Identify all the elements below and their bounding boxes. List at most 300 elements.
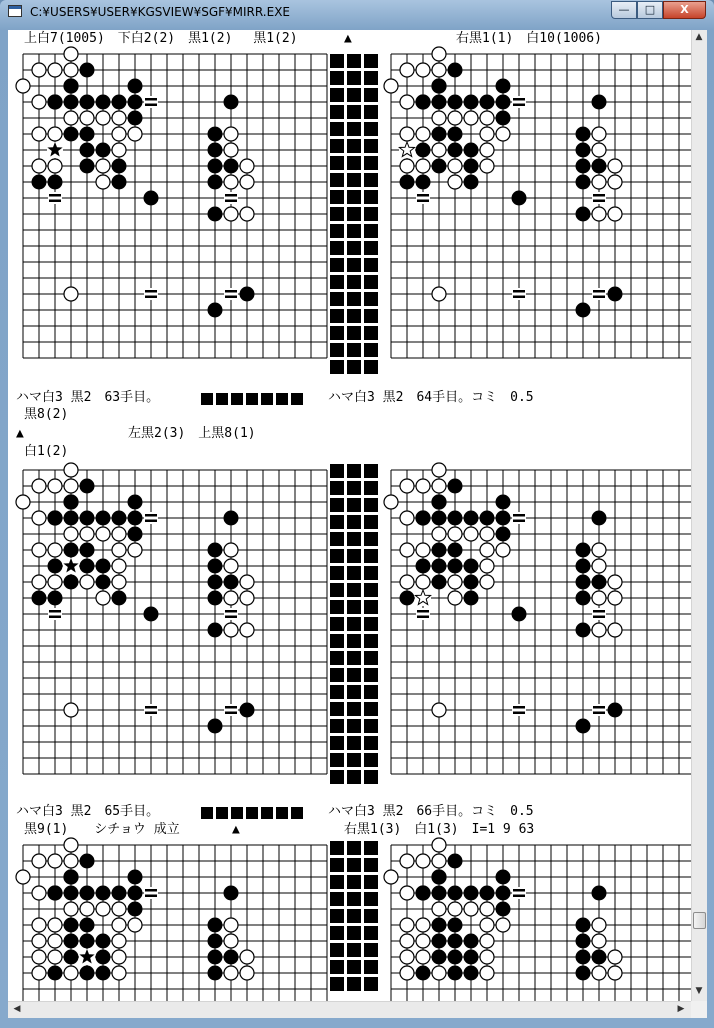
black-stone xyxy=(576,719,590,733)
white-stone xyxy=(32,127,46,141)
separator-block xyxy=(364,309,378,323)
black-stone xyxy=(128,902,142,916)
white-stone xyxy=(400,159,414,173)
separator-block xyxy=(364,207,378,221)
white-stone xyxy=(80,575,94,589)
black-stone xyxy=(80,559,94,573)
footer-block xyxy=(276,393,288,405)
equal-mark-bar xyxy=(513,290,525,293)
equal-mark-bar xyxy=(145,706,157,709)
black-stone xyxy=(464,886,478,900)
black-stone xyxy=(576,591,590,605)
console-output xyxy=(8,30,699,1001)
white-stone xyxy=(16,79,30,93)
separator-block xyxy=(347,909,361,923)
separator-block xyxy=(364,292,378,306)
equal-mark-bar xyxy=(593,616,605,619)
black-stone xyxy=(576,918,590,932)
separator-block xyxy=(330,977,344,991)
info-line-3: 白1(2) xyxy=(24,444,69,459)
footer-block xyxy=(261,807,273,819)
white-stone xyxy=(400,479,414,493)
equal-mark-bar xyxy=(145,520,157,523)
white-stone xyxy=(416,543,430,557)
separator-block xyxy=(347,309,361,323)
separator-block xyxy=(347,292,361,306)
separator-block xyxy=(330,583,344,597)
white-stone xyxy=(480,127,494,141)
separator-block xyxy=(347,858,361,872)
separator-block xyxy=(330,224,344,238)
white-stone xyxy=(400,575,414,589)
black-stone xyxy=(464,143,478,157)
separator-block xyxy=(330,139,344,153)
separator-block xyxy=(347,926,361,940)
vertical-scroll-thumb[interactable] xyxy=(693,912,706,929)
black-stone xyxy=(240,703,254,717)
equal-mark-bar xyxy=(417,610,429,613)
equal-mark-bar xyxy=(145,290,157,293)
white-stone xyxy=(112,575,126,589)
black-stone xyxy=(32,591,46,605)
separator-block xyxy=(364,360,378,374)
black-stone xyxy=(480,95,494,109)
black-stone xyxy=(208,175,222,189)
white-stone xyxy=(16,495,30,509)
black-stone xyxy=(64,950,78,964)
black-stone xyxy=(96,966,110,980)
white-stone xyxy=(112,966,126,980)
white-stone xyxy=(400,854,414,868)
separator-block xyxy=(364,858,378,872)
white-stone xyxy=(480,111,494,125)
separator-block xyxy=(347,207,361,221)
black-stone xyxy=(48,95,62,109)
equal-mark-bar xyxy=(513,706,525,709)
black-stone xyxy=(48,886,62,900)
separator-block xyxy=(330,173,344,187)
black-stone xyxy=(464,95,478,109)
black-stone xyxy=(80,95,94,109)
black-stone xyxy=(496,870,510,884)
black-stone xyxy=(448,886,462,900)
black-stone xyxy=(80,934,94,948)
white-stone xyxy=(64,838,78,852)
separator-block xyxy=(364,892,378,906)
footer-block xyxy=(291,393,303,405)
separator-block xyxy=(364,71,378,85)
black-stone xyxy=(64,870,78,884)
black-stone xyxy=(96,575,110,589)
vertical-scrollbar[interactable] xyxy=(691,30,707,1001)
black-stone xyxy=(496,511,510,525)
separator-block xyxy=(330,702,344,716)
title-bar[interactable] xyxy=(0,0,714,24)
white-stone xyxy=(480,934,494,948)
black-stone xyxy=(64,543,78,557)
separator-block xyxy=(347,532,361,546)
separator-block xyxy=(330,617,344,631)
white-stone xyxy=(64,966,78,980)
separator-block xyxy=(347,685,361,699)
white-stone xyxy=(64,63,78,77)
black-stone xyxy=(96,559,110,573)
equal-mark-bar xyxy=(145,104,157,107)
white-stone xyxy=(592,934,606,948)
white-stone xyxy=(608,966,622,980)
black-stone xyxy=(448,543,462,557)
scroll-down-arrow-icon[interactable]: ▼ xyxy=(695,986,703,996)
equal-mark-bg xyxy=(592,608,606,620)
black-stone xyxy=(576,575,590,589)
black-stone xyxy=(128,79,142,93)
black-stone xyxy=(416,966,430,980)
white-stone xyxy=(432,47,446,61)
separator-block xyxy=(330,360,344,374)
white-stone xyxy=(400,63,414,77)
separator-block xyxy=(364,549,378,563)
black-stone xyxy=(80,543,94,557)
black-stone xyxy=(80,479,94,493)
minimize-button[interactable]: — xyxy=(611,1,637,19)
equal-mark-bar xyxy=(513,296,525,299)
black-stone xyxy=(576,207,590,221)
separator-block xyxy=(364,909,378,923)
black-stone xyxy=(576,175,590,189)
white-stone xyxy=(112,527,126,541)
white-stone xyxy=(32,543,46,557)
black-stone xyxy=(208,719,222,733)
black-stone xyxy=(80,886,94,900)
separator-block xyxy=(347,139,361,153)
black-stone xyxy=(96,950,110,964)
black-stone xyxy=(128,111,142,125)
separator-block xyxy=(330,498,344,512)
white-stone xyxy=(432,463,446,477)
black-stone xyxy=(208,143,222,157)
black-stone xyxy=(208,127,222,141)
separator-block xyxy=(347,464,361,478)
white-stone xyxy=(480,575,494,589)
separator-block xyxy=(330,326,344,340)
black-stone xyxy=(592,159,606,173)
white-stone xyxy=(400,511,414,525)
separator-block xyxy=(347,600,361,614)
separator-block xyxy=(347,549,361,563)
white-stone xyxy=(448,527,462,541)
separator-block xyxy=(347,481,361,495)
equal-mark-bar xyxy=(513,889,525,892)
close-button[interactable]: X xyxy=(663,1,706,19)
white-stone xyxy=(432,111,446,125)
white-stone xyxy=(128,918,142,932)
black-stone xyxy=(80,63,94,77)
black-stone xyxy=(480,886,494,900)
black-stone xyxy=(64,79,78,93)
header-triangle-marker: ▲ xyxy=(344,31,352,46)
equal-mark-bg xyxy=(144,96,158,108)
black-stone xyxy=(80,511,94,525)
separator-block xyxy=(330,566,344,580)
separator-block xyxy=(330,858,344,872)
separator-block xyxy=(364,770,378,784)
black-stone xyxy=(32,175,46,189)
equal-mark-bar xyxy=(225,290,237,293)
white-stone xyxy=(48,543,62,557)
separator-block xyxy=(347,241,361,255)
white-stone xyxy=(224,207,238,221)
equal-mark-bar xyxy=(513,712,525,715)
white-stone xyxy=(240,950,254,964)
separator-block xyxy=(364,139,378,153)
white-stone xyxy=(432,703,446,717)
white-stone xyxy=(480,143,494,157)
white-stone xyxy=(400,543,414,557)
separator-block xyxy=(347,617,361,631)
white-stone xyxy=(416,934,430,948)
black-stone xyxy=(448,966,462,980)
separator-block xyxy=(330,258,344,272)
white-stone xyxy=(608,207,622,221)
separator-block xyxy=(364,498,378,512)
separator-block xyxy=(364,702,378,716)
black-stone xyxy=(128,511,142,525)
white-stone xyxy=(592,543,606,557)
black-stone xyxy=(464,511,478,525)
equal-mark-bg xyxy=(512,704,526,716)
separator-block xyxy=(347,892,361,906)
black-stone xyxy=(64,127,78,141)
equal-mark-bar xyxy=(225,712,237,715)
white-stone xyxy=(448,159,462,173)
black-stone xyxy=(208,159,222,173)
black-stone xyxy=(496,79,510,93)
separator-block xyxy=(364,651,378,665)
footer-right-text: ハマ白3 黒2 64手目。コミ 0.5 xyxy=(328,390,534,405)
equal-mark-bg xyxy=(416,192,430,204)
separator-block xyxy=(364,122,378,136)
separator-block xyxy=(347,875,361,889)
white-stone xyxy=(48,63,62,77)
black-stone xyxy=(208,950,222,964)
white-stone xyxy=(592,559,606,573)
separator-block xyxy=(347,515,361,529)
white-stone xyxy=(496,918,510,932)
separator-block xyxy=(347,326,361,340)
white-stone xyxy=(112,559,126,573)
white-stone xyxy=(128,543,142,557)
white-stone xyxy=(432,854,446,868)
separator-block xyxy=(347,943,361,957)
black-stone xyxy=(576,934,590,948)
white-stone xyxy=(96,111,110,125)
black-stone xyxy=(208,207,222,221)
white-stone xyxy=(448,175,462,189)
white-stone xyxy=(592,175,606,189)
black-stone xyxy=(464,559,478,573)
white-stone xyxy=(608,950,622,964)
black-stone xyxy=(464,966,478,980)
info-line-1: 黒8(2) xyxy=(24,407,69,422)
white-stone xyxy=(416,63,430,77)
scroll-right-arrow-icon[interactable]: ▶ xyxy=(677,1004,685,1014)
black-stone xyxy=(496,527,510,541)
separator-block xyxy=(330,71,344,85)
black-stone xyxy=(416,143,430,157)
white-stone xyxy=(64,703,78,717)
black-stone xyxy=(576,143,590,157)
black-stone xyxy=(432,511,446,525)
black-stone xyxy=(224,511,238,525)
black-stone xyxy=(208,575,222,589)
black-stone xyxy=(448,559,462,573)
white-stone xyxy=(48,127,62,141)
footer-block xyxy=(216,807,228,819)
black-stone xyxy=(592,950,606,964)
scroll-up-arrow-icon[interactable]: ▲ xyxy=(695,32,703,42)
white-stone xyxy=(224,127,238,141)
white-stone xyxy=(64,287,78,301)
go-board-board-a xyxy=(16,47,327,358)
black-stone xyxy=(576,966,590,980)
equal-mark-bg xyxy=(144,512,158,524)
black-stone xyxy=(80,159,94,173)
equal-mark-bar xyxy=(145,712,157,715)
black-stone xyxy=(448,143,462,157)
separator-block xyxy=(330,275,344,289)
separator-block xyxy=(347,960,361,974)
black-stone xyxy=(208,623,222,637)
white-stone xyxy=(480,902,494,916)
equal-mark-bar xyxy=(513,104,525,107)
white-stone xyxy=(32,854,46,868)
separator-block xyxy=(330,685,344,699)
black-stone xyxy=(432,870,446,884)
separator-block xyxy=(347,634,361,648)
white-stone xyxy=(96,159,110,173)
black-stone xyxy=(464,575,478,589)
maximize-button[interactable]: □ xyxy=(637,1,663,19)
separator-block xyxy=(364,190,378,204)
white-stone xyxy=(96,175,110,189)
white-stone xyxy=(384,870,398,884)
black-stone xyxy=(224,95,238,109)
black-stone xyxy=(608,287,622,301)
equal-mark-bar xyxy=(513,514,525,517)
white-stone xyxy=(432,143,446,157)
equal-mark-bar xyxy=(593,296,605,299)
white-stone xyxy=(32,950,46,964)
separator-block xyxy=(347,498,361,512)
white-stone xyxy=(240,623,254,637)
white-stone xyxy=(496,543,510,557)
white-stone xyxy=(112,543,126,557)
separator-block xyxy=(364,326,378,340)
white-stone xyxy=(432,966,446,980)
equal-mark-bar xyxy=(225,200,237,203)
go-board-board-e xyxy=(16,838,327,1001)
separator-block xyxy=(347,977,361,991)
black-stone xyxy=(496,95,510,109)
footer-block xyxy=(216,393,228,405)
separator-block xyxy=(364,275,378,289)
go-board-board-b xyxy=(384,47,695,358)
white-stone xyxy=(384,495,398,509)
equal-mark-bg xyxy=(144,704,158,716)
separator-block xyxy=(364,464,378,478)
white-stone xyxy=(32,886,46,900)
separator-block xyxy=(347,841,361,855)
white-stone xyxy=(48,159,62,173)
white-stone xyxy=(448,591,462,605)
separator-block xyxy=(330,515,344,529)
black-stone xyxy=(96,934,110,948)
separator-block xyxy=(330,719,344,733)
white-stone xyxy=(432,527,446,541)
white-stone xyxy=(464,111,478,125)
black-stone xyxy=(432,575,446,589)
white-stone xyxy=(224,918,238,932)
white-stone xyxy=(64,854,78,868)
white-stone xyxy=(416,918,430,932)
black-stone xyxy=(48,559,62,573)
separator-block xyxy=(330,190,344,204)
separator-block xyxy=(330,309,344,323)
black-stone xyxy=(224,575,238,589)
separator-block xyxy=(330,156,344,170)
separator-block xyxy=(330,960,344,974)
white-stone xyxy=(592,591,606,605)
black-stone xyxy=(576,303,590,317)
footer-block xyxy=(246,807,258,819)
separator-block xyxy=(364,600,378,614)
black-stone xyxy=(96,511,110,525)
white-stone xyxy=(240,591,254,605)
equal-mark-bar xyxy=(593,706,605,709)
separator-block xyxy=(330,600,344,614)
white-stone xyxy=(448,111,462,125)
black-stone xyxy=(112,591,126,605)
footer-block xyxy=(291,807,303,819)
black-stone xyxy=(432,886,446,900)
equal-mark-bar xyxy=(513,895,525,898)
go-board-board-d xyxy=(384,463,695,774)
white-stone xyxy=(96,591,110,605)
separator-block xyxy=(347,156,361,170)
separator-block xyxy=(330,241,344,255)
white-stone xyxy=(96,902,110,916)
equal-mark-bg xyxy=(512,288,526,300)
equal-mark-bg xyxy=(592,192,606,204)
black-stone xyxy=(64,575,78,589)
white-stone xyxy=(224,559,238,573)
footer-block xyxy=(201,393,213,405)
black-stone xyxy=(128,886,142,900)
white-stone xyxy=(64,479,78,493)
scroll-left-arrow-icon[interactable]: ◀ xyxy=(13,1004,21,1014)
separator-block xyxy=(330,105,344,119)
separator-block xyxy=(364,943,378,957)
white-stone xyxy=(448,575,462,589)
white-stone xyxy=(448,902,462,916)
white-stone xyxy=(240,175,254,189)
equal-mark-bg xyxy=(224,288,238,300)
black-stone xyxy=(96,143,110,157)
horizontal-scrollbar[interactable] xyxy=(8,1001,691,1018)
separator-block xyxy=(330,54,344,68)
white-stone xyxy=(464,902,478,916)
separator-block xyxy=(364,566,378,580)
